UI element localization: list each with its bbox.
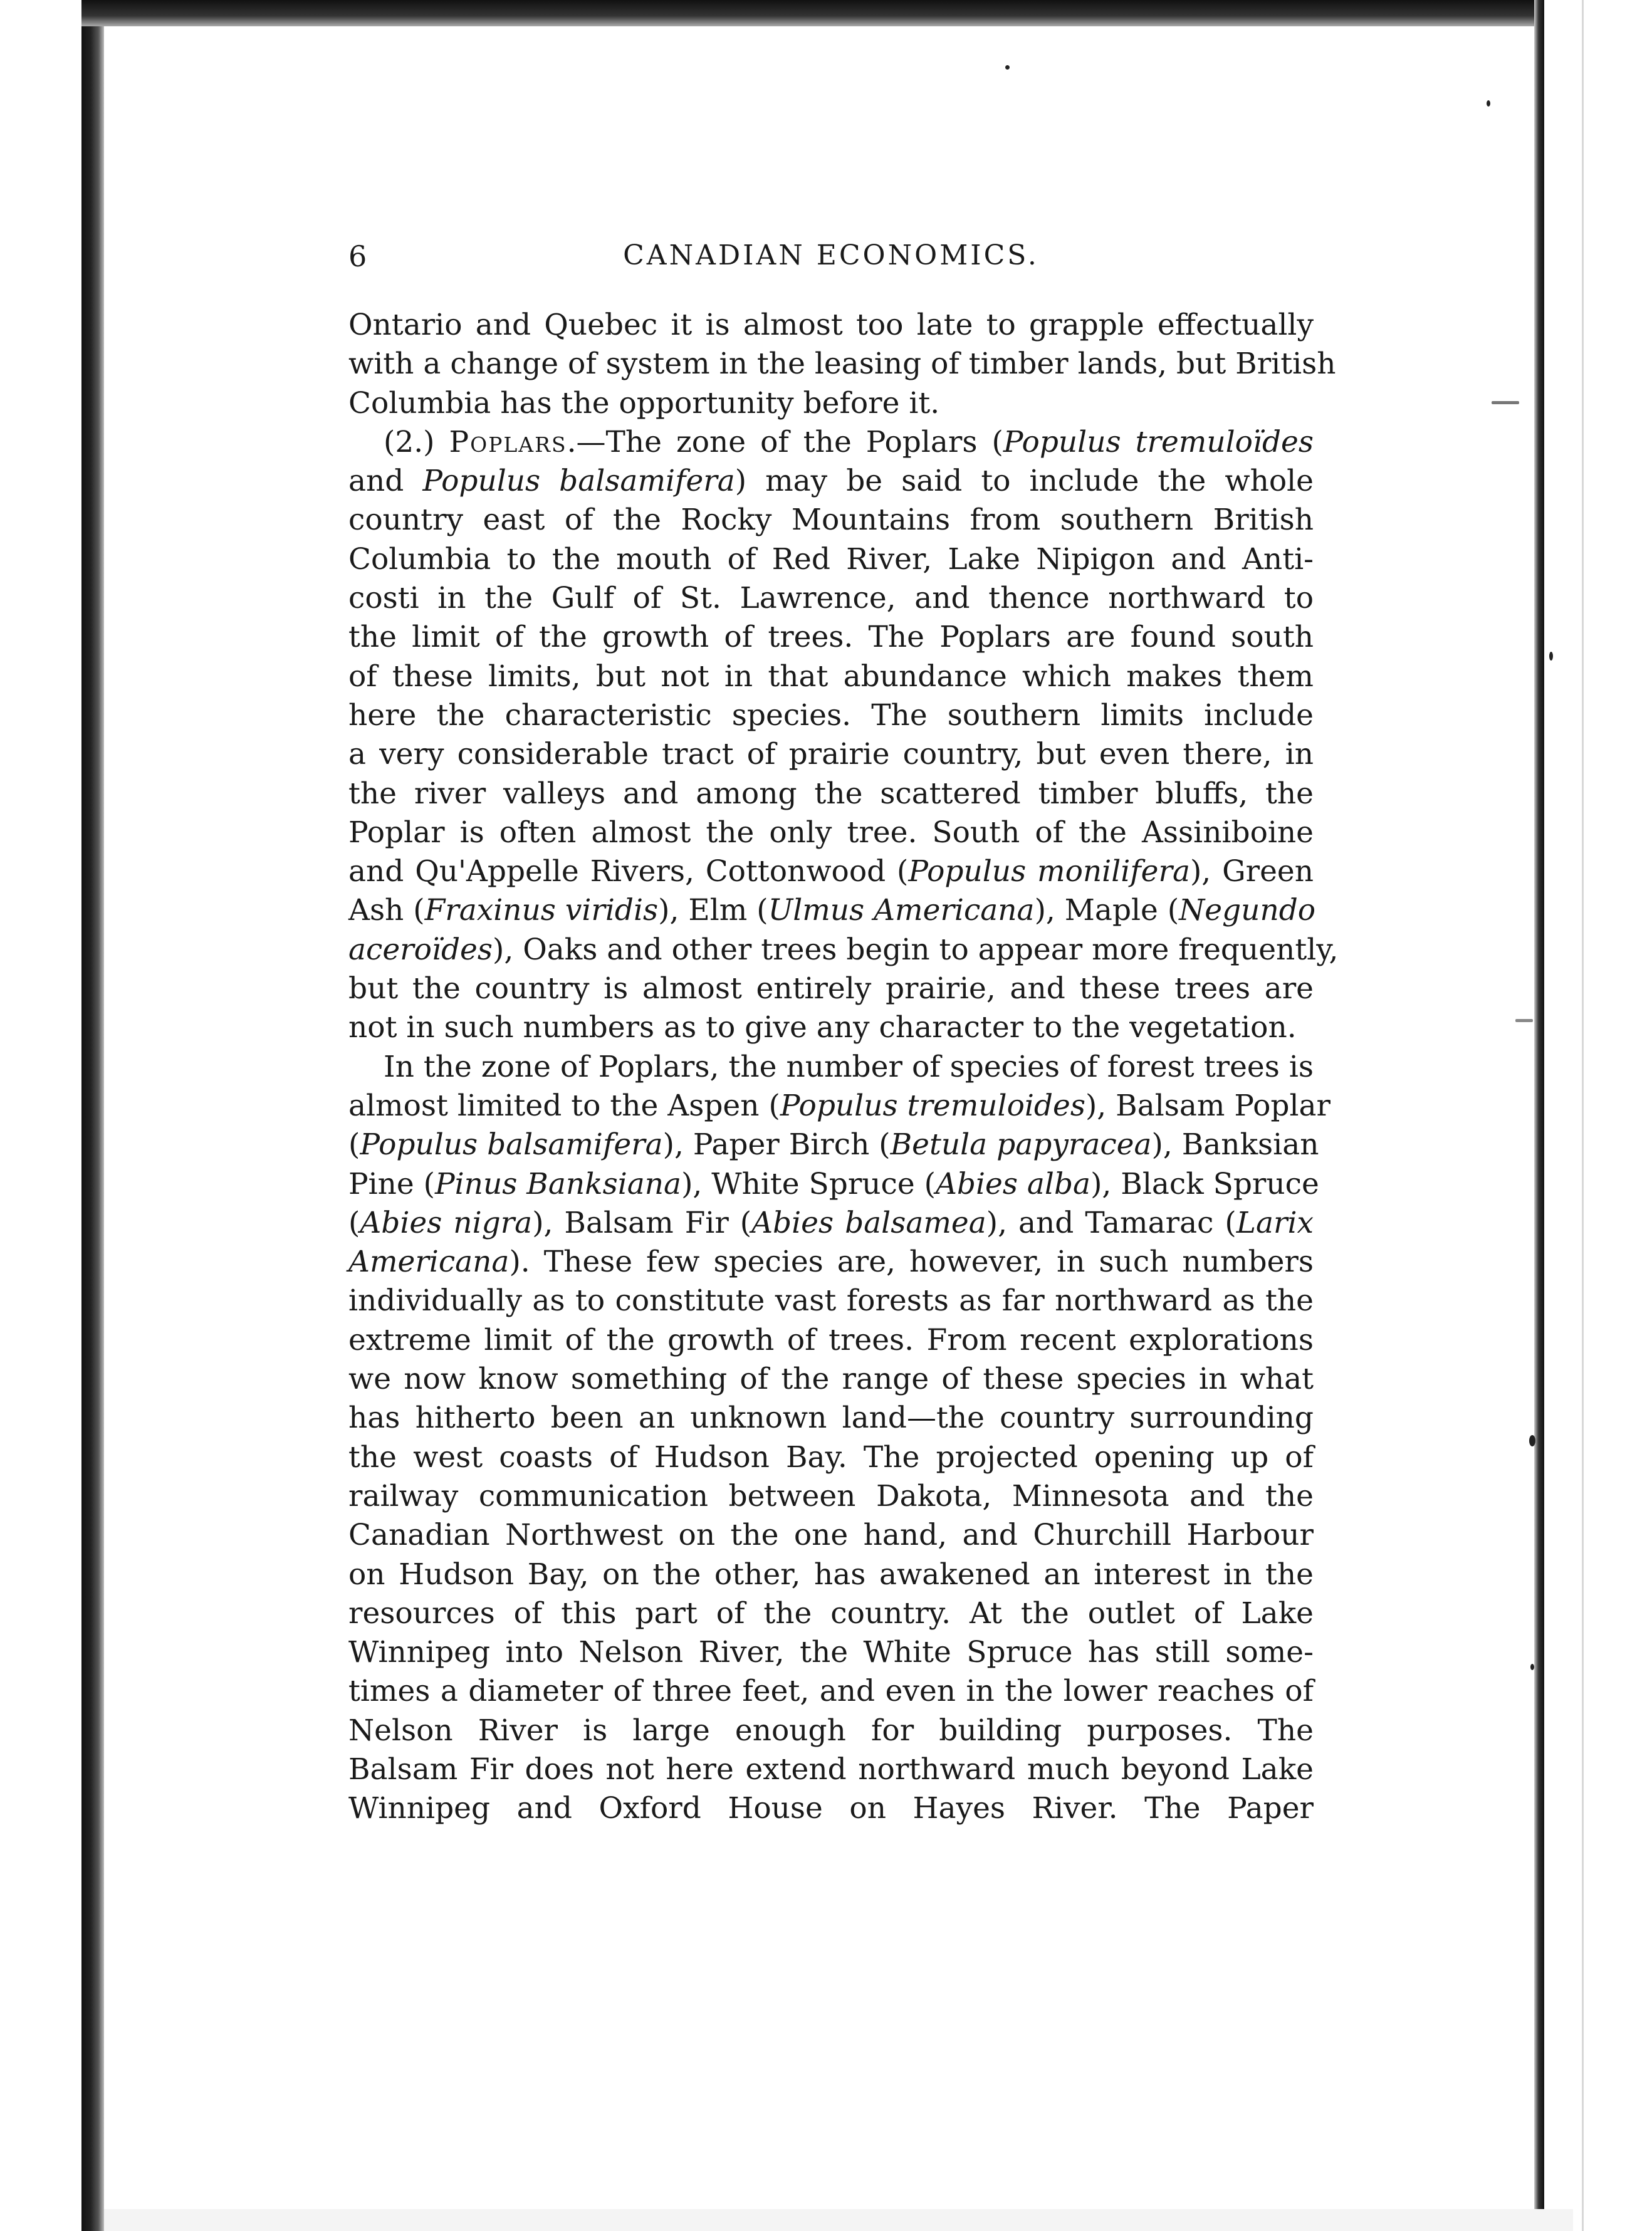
scan-speck: [1005, 65, 1010, 70]
text-line: [348, 501, 1314, 540]
text-segment: Columbia has the opportunity before it.: [348, 385, 940, 421]
facing-page-fold-line: [1582, 0, 1584, 2231]
text-line: [348, 1204, 1314, 1243]
text-line: [348, 1321, 1314, 1360]
italic-text: Populus monilifera: [908, 854, 1190, 889]
page-number: 6: [348, 239, 368, 273]
text-segment: ), and Tamarac (: [986, 1205, 1236, 1240]
text-segment: (: [348, 1205, 360, 1240]
text-line: [348, 852, 1314, 891]
text-line: [348, 891, 1314, 930]
scan-speck: [1492, 401, 1519, 404]
text-segment: railway communication between Dakota, Minnesota and the: [348, 1478, 1314, 1513]
text-line: [348, 735, 1314, 774]
italic-text: Abies balsamea: [751, 1205, 986, 1240]
text-line: [348, 813, 1314, 852]
text-segment: ), Oaks and other trees begin to appear more frequently,: [492, 932, 1339, 967]
scan-speck: [1529, 1435, 1535, 1446]
smallcaps-text: Poplars: [449, 424, 567, 459]
italic-text: Negundo: [1179, 893, 1316, 928]
text-line: [348, 345, 1336, 384]
text-segment: the river valleys and among the scattered timber bluffs, the: [348, 776, 1314, 811]
italic-text: Pinus Banksiana: [435, 1166, 682, 1201]
text-segment: almost limited to the Aspen (: [348, 1088, 780, 1123]
text-segment: Pine (: [348, 1166, 436, 1201]
text-line: [348, 540, 1314, 579]
scan-speck: [1515, 1019, 1533, 1022]
italic-text: Abies alba: [935, 1166, 1091, 1201]
text-segment: Winnipeg and Oxford House on Hayes River. The Paper: [348, 1791, 1314, 1826]
text-segment: ) may be said to include the whole: [735, 464, 1314, 499]
text-line: [348, 462, 1314, 501]
text-segment: Ontario and Quebec it is almost too late to grapple effectually: [348, 308, 1314, 342]
text-segment: of these limits, but not in that abundance which makes them: [348, 659, 1314, 694]
text-segment: extreme limit of the growth of trees. From recent explorations: [348, 1322, 1314, 1357]
text-segment: .—The zone of the Poplars (: [567, 424, 1003, 459]
text-segment: ). These few species are, however, in such numbers: [509, 1245, 1314, 1280]
italic-text: Populus tremuloïdes: [1003, 424, 1314, 459]
text-line: [348, 1243, 1314, 1282]
scan-border-left: [81, 0, 104, 2231]
text-segment: ), White Spruce (: [681, 1166, 936, 1201]
body-text: [348, 306, 1339, 1829]
text-segment: ), Maple (: [1034, 893, 1179, 928]
italic-text: Populus balsamifera: [360, 1127, 663, 1163]
text-line: [348, 1008, 1314, 1047]
text-segment: times a diameter of three feet, and even in the lower reaches of: [348, 1674, 1314, 1709]
text-segment: here the characteristic species. The southern limits include: [348, 698, 1314, 733]
text-line: [348, 1477, 1314, 1516]
scan-speck: [1549, 652, 1553, 661]
text-line: [348, 384, 1314, 423]
scan-speck: [1487, 100, 1490, 107]
italic-text: Larix: [1236, 1205, 1314, 1240]
text-line: [348, 1789, 1314, 1828]
italic-text: Betula papyracea: [890, 1127, 1152, 1163]
scan-border-bottom: [104, 2209, 1573, 2231]
text-line: [348, 775, 1314, 813]
italic-text: Americana: [348, 1245, 510, 1280]
text-segment: the limit of the growth of trees. The Poplars are found south: [348, 620, 1314, 655]
scan-border-top: [81, 0, 1573, 26]
text-line: [348, 1360, 1314, 1399]
text-segment: Columbia to the mouth of Red River, Lake Nipigon and Anti-: [348, 541, 1314, 577]
italic-text: Populus tremuloides: [780, 1088, 1085, 1123]
text-line: [348, 1282, 1314, 1320]
text-line: [348, 1594, 1314, 1633]
text-line: [348, 657, 1314, 696]
text-segment: ), Banksian: [1151, 1127, 1319, 1163]
text-segment: and Qu'Appelle Rivers, Cottonwood (: [348, 854, 909, 889]
scan-speck: [1530, 1664, 1534, 1670]
text-segment: the west coasts of Hudson Bay. The projected opening up of: [348, 1439, 1314, 1475]
text-segment: costi in the Gulf of St. Lawrence, and thence northward to: [348, 581, 1314, 616]
text-line: [348, 306, 1314, 345]
text-line: [348, 1516, 1314, 1555]
text-line: [348, 1633, 1314, 1672]
text-segment: country east of the Rocky Mountains from southern British: [348, 503, 1314, 538]
text-segment: but the country is almost entirely prairie, and these trees are: [348, 971, 1314, 1006]
text-segment: Nelson River is large enough for building purposes. The: [348, 1713, 1314, 1748]
text-line: [348, 1750, 1314, 1789]
text-segment: (2.): [384, 424, 449, 459]
text-segment: not in such numbers as to give any character to the vegetation.: [348, 1010, 1297, 1045]
italic-text: aceroïdes: [348, 932, 493, 967]
text-segment: ), Balsam Fir (: [532, 1205, 752, 1240]
text-line: [348, 1165, 1319, 1204]
text-segment: with a change of system in the leasing of timber lands, but British: [348, 347, 1336, 382]
text-segment: Canadian Northwest on the one hand, and Churchill Harbour: [348, 1518, 1314, 1553]
text-line: [348, 423, 1314, 462]
text-segment: ), Paper Birch (: [662, 1127, 891, 1163]
italic-text: Fraxinus viridis: [424, 893, 659, 928]
text-segment: Winnipeg into Nelson River, the White Spruce has still some-: [348, 1635, 1314, 1670]
italic-text: Abies nigra: [360, 1205, 533, 1240]
text-line: [348, 1555, 1314, 1594]
text-segment: (: [348, 1127, 360, 1163]
italic-text: Populus balsamifera: [422, 464, 735, 499]
text-segment: Ash (: [348, 893, 425, 928]
scan-border-right: [1534, 0, 1544, 2231]
text-segment: Poplar is often almost the only tree. South of the Assiniboine: [348, 815, 1314, 850]
text-line: [348, 1048, 1314, 1087]
text-segment: Balsam Fir does not here extend northward much beyond Lake: [348, 1752, 1314, 1787]
text-segment: ), Black Spruce: [1090, 1166, 1319, 1201]
facing-page-edge: [1544, 0, 1652, 2231]
text-segment: and: [348, 464, 423, 499]
text-line: [348, 1126, 1319, 1164]
text-line: [348, 1438, 1314, 1477]
text-line: [348, 1672, 1314, 1711]
italic-text: Ulmus Americana: [768, 893, 1035, 928]
text-line: [348, 969, 1314, 1008]
text-segment: has hitherto been an unknown land—the country surrounding: [348, 1401, 1314, 1436]
text-segment: resources of this part of the country. At the outlet of Lake: [348, 1596, 1314, 1631]
text-segment: ), Balsam Poplar: [1085, 1088, 1331, 1123]
running-head: [348, 239, 1314, 290]
text-segment: In the zone of Poplars, the number of species of forest trees is: [384, 1049, 1314, 1084]
text-line: [348, 618, 1314, 657]
text-segment: ), Green: [1189, 854, 1314, 889]
text-line: [348, 1711, 1314, 1750]
text-line: [348, 931, 1339, 969]
running-head-title: CANADIAN ECONOMICS.: [623, 239, 1039, 271]
text-line: [348, 1399, 1314, 1438]
text-segment: we now know something of the range of these species in what: [348, 1362, 1314, 1397]
text-segment: individually as to constitute vast forests as far northward as the: [348, 1283, 1314, 1319]
text-segment: a very considerable tract of prairie country, but even there, in: [348, 737, 1314, 772]
text-segment: on Hudson Bay, on the other, has awakened an interest in the: [348, 1557, 1314, 1592]
text-line: [348, 579, 1314, 618]
text-line: [348, 1087, 1331, 1126]
text-segment: ), Elm (: [658, 893, 768, 928]
text-line: [348, 696, 1314, 735]
